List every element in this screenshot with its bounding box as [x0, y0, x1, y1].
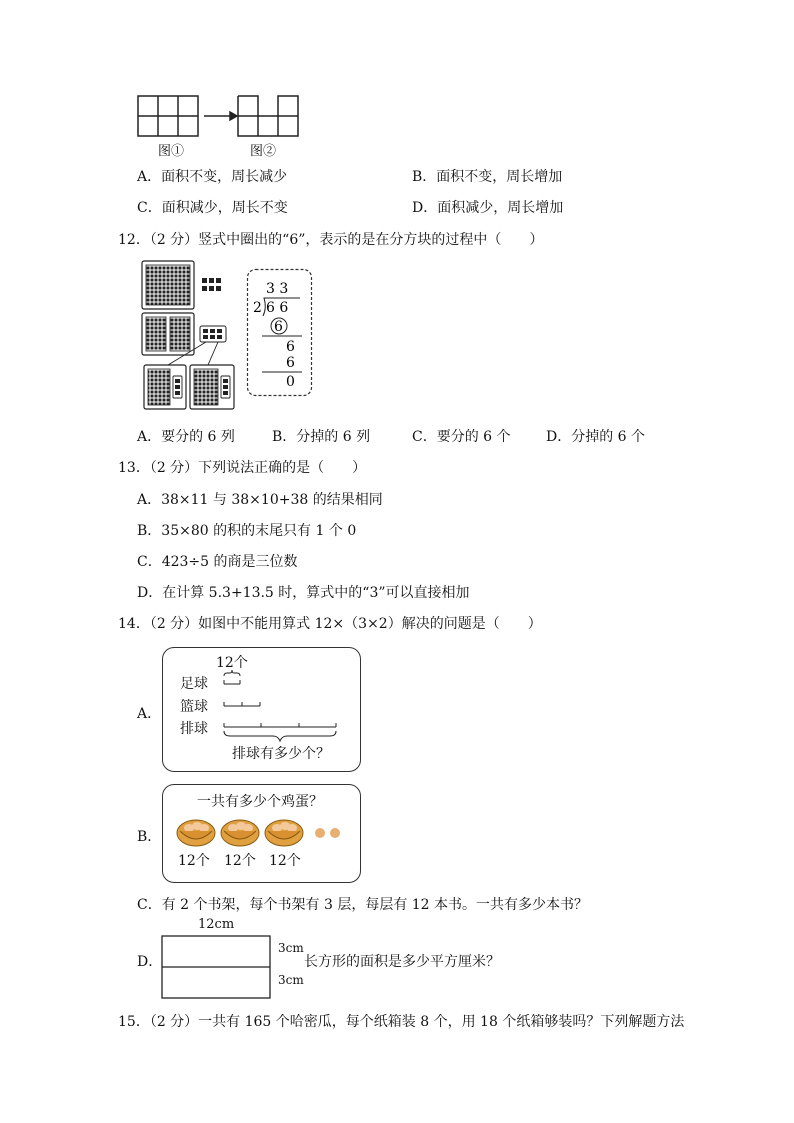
q14-bar-diagram	[215, 665, 345, 745]
q11-figure	[130, 90, 310, 160]
basket-icon	[221, 820, 259, 846]
figure-2-grid	[238, 96, 298, 136]
dividend: 6 6	[266, 300, 289, 316]
q12-option-d[interactable]: D．分掉的 6 个	[546, 429, 646, 445]
q12-stem: 12．（2 分）竖式中圈出的“6”，表示的是在分方块的过程中（ ）	[118, 232, 544, 248]
figure-2-label: 图②	[250, 144, 277, 159]
q13-option-a[interactable]: A．38×11 与 38×10+38 的结果相同	[137, 492, 383, 508]
q14-option-d-letter[interactable]: D．	[137, 954, 163, 970]
q14-stem: 14．（2 分）如图中不能用算式 12×（3×2）解决的问题是（ ）	[118, 616, 542, 632]
figure-1-label: 图①	[158, 144, 185, 159]
basket-label-3: 12个	[269, 853, 301, 869]
q11-option-b[interactable]: B．面积不变，周长增加	[412, 169, 563, 185]
q14-option-b-letter[interactable]: B．	[137, 829, 162, 845]
row-football: 足球	[180, 676, 208, 692]
volleyball-question: 排球有多少个？	[232, 746, 330, 762]
circled-six: 6	[274, 319, 283, 335]
q15-stem: 15．（2 分）一共有 165 个哈密瓜，每个纸箱装 8 个，用 18 个纸箱够装吗？下列解题方法	[118, 1014, 685, 1030]
row-volleyball: 排球	[180, 721, 208, 737]
count-label: 12个	[216, 655, 248, 671]
remainder: 0	[286, 374, 295, 390]
q13-stem: 13．（2 分）下列说法正确的是（ ）	[118, 460, 367, 476]
basket-label-1: 12个	[178, 853, 210, 869]
height-label-2: 3cm	[278, 973, 304, 987]
quotient: 3 3	[266, 281, 289, 297]
figure-1-grid	[138, 96, 198, 136]
step-three: 6	[286, 355, 295, 371]
arrow-icon	[204, 112, 237, 120]
egg-baskets-figure	[172, 811, 352, 851]
q14-option-a-letter[interactable]: A．	[137, 706, 162, 722]
q11-option-d[interactable]: D．面积减少，周长增加	[412, 200, 564, 216]
rectangle-question: 长方形的面积是多少平方厘米？	[304, 954, 500, 970]
q12-option-c[interactable]: C．要分的 6 个	[412, 429, 511, 445]
rectangle-figure	[161, 935, 273, 1001]
chick-icon	[315, 828, 340, 838]
width-label: 12cm	[198, 917, 235, 932]
q11-option-a[interactable]: A．面积不变，周长减少	[137, 169, 288, 185]
step-two: 6	[286, 339, 295, 355]
q12-option-b[interactable]: B．分掉的 6 列	[272, 429, 371, 445]
egg-question: 一共有多少个鸡蛋？	[197, 794, 323, 810]
q12-long-division	[246, 268, 314, 398]
basket-icon	[265, 820, 303, 846]
basket-label-2: 12个	[224, 853, 256, 869]
q13-option-d[interactable]: D．在计算 5.3+13.5 时，算式中的“3”可以直接相加	[137, 585, 470, 601]
q13-option-c[interactable]: C．423÷5 的商是三位数	[137, 554, 298, 570]
q14-option-c[interactable]: C．有 2 个书架，每个书架有 3 层，每层有 12 本书。一共有多少本书？	[137, 897, 589, 913]
q12-blocks-figure	[138, 258, 238, 413]
q12-option-a[interactable]: A．要分的 6 列	[137, 429, 235, 445]
row-basketball: 篮球	[180, 699, 208, 715]
q13-option-b[interactable]: B．35×80 的积的末尾只有 1 个 0	[137, 523, 357, 539]
divisor: 2	[253, 300, 262, 316]
basket-icon	[177, 820, 215, 846]
q11-option-c[interactable]: C．面积减少，周长不变	[137, 200, 288, 216]
height-label-1: 3cm	[278, 941, 304, 955]
